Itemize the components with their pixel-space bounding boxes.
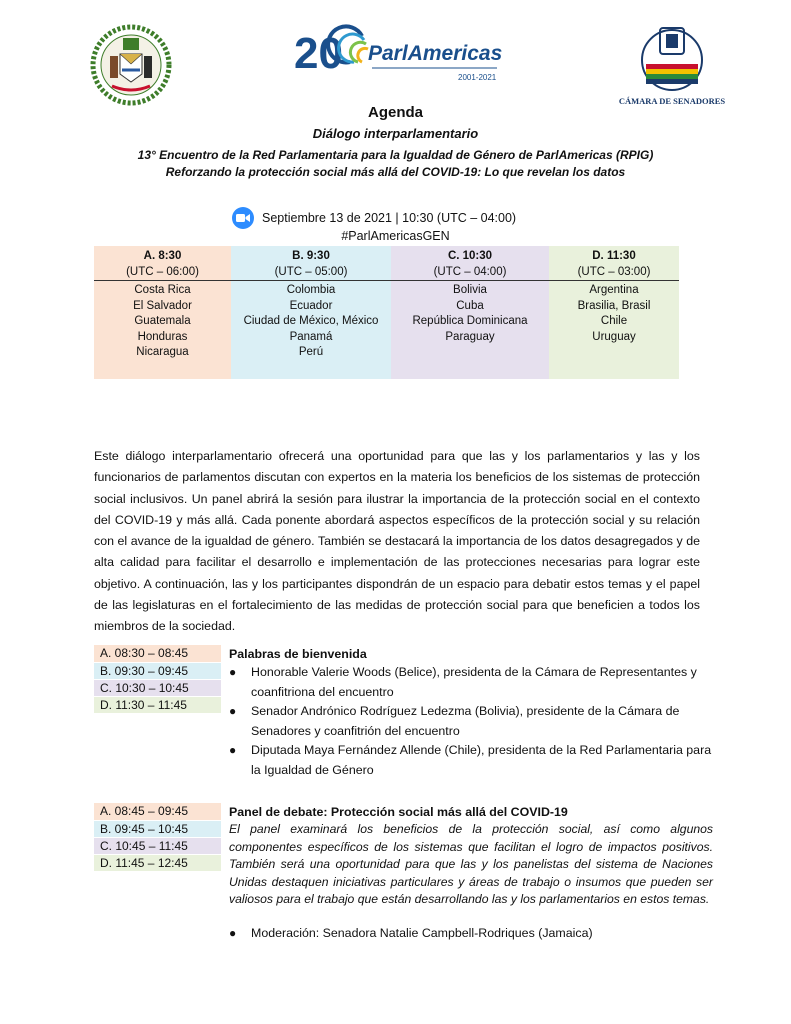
- speaker-text: Senador Andrónico Rodríguez Ledezma (Bolivia), presidente de la Cámara de Senadores y coanfitrión del encuentro: [251, 704, 680, 738]
- session-2-description: El panel examinará los beneficios de la protección social, así como algunos componentes específicos de los sistemas que facilitan el logro de impactos positivos. También será una oportunidad para que las y los panelistas del sistema de Naciones Unidas destaquen iniciativas particulares y áreas de trabajo o insumos que pueden ser valiosos para el trabajo que están desarrollando las y los parlamentarios en estos temas.: [229, 822, 713, 907]
- moderator-text: Moderación: Senadora Natalie Campbell-Rodriques (Jamaica): [251, 925, 593, 940]
- country-name: Cuba: [456, 299, 484, 312]
- session-1-title: Palabras de bienvenida: [229, 647, 367, 661]
- timezone-utc: (UTC – 03:00): [577, 265, 651, 278]
- list-item: [229, 702, 713, 741]
- meeting-name: 13° Encuentro de la Red Parlamentaria para la Igualdad de Género de ParlAmericas (RPIG): [137, 148, 654, 162]
- list-item: [229, 924, 713, 944]
- session-2-schedule: [94, 803, 221, 871]
- country-name: Chile: [600, 315, 628, 327]
- timezone-header: [391, 246, 549, 281]
- country-name: Uruguay: [592, 330, 636, 343]
- timezone-label: A. 8:30: [143, 250, 182, 262]
- camara-de-senadores-logo: [612, 20, 732, 112]
- country-name: República Dominicana: [412, 315, 528, 327]
- event-date: Septiembre 13 de 2021 | 10:30 (UTC – 04:00): [262, 211, 517, 225]
- country-name: Argentina: [589, 284, 639, 296]
- country-name: Guatemala: [134, 315, 191, 327]
- intro-paragraph: Este diálogo interparlamentario ofrecerá una oportunidad para que las y los parlamentarios y las y los funcionarios de parlamentos discutan con expertos en la materia los beneficios de los sistemas de protección social inclusivos. Un panel abrirá la sesión para ilustrar la importancia de la protección social en el contexto del COVID-19 y más allá. Cada ponente abordará aspectos específicos de la protección social y su relación con el avance de la igualdad de género. También se destacará la importancia de los datos desagregados y de alta calidad para facilitar el desarrollo e implementación de las protecciones necesarias para lograr este objetivo. A continuación, las y los participantes dispondrán de un espacio para debatir estos temas y el papel de las legislaturas en el fortalecimiento de las medidas de protección social para que beneficien a todos los miembros de la sociedad.: [94, 449, 700, 634]
- country-name: Colombia: [286, 284, 336, 296]
- country-name: Ciudad de México, México: [243, 315, 379, 327]
- logo-years: 2001-2021: [458, 73, 497, 82]
- timezone-utc: (UTC – 05:00): [274, 265, 348, 278]
- time-slot-c: C. 10:45 – 11:45: [94, 837, 221, 854]
- belize-coat-of-arms-logo: [90, 24, 172, 106]
- bullet-icon: ●: [229, 665, 237, 679]
- timezone-utc: (UTC – 04:00): [433, 265, 507, 278]
- timezone-countries: [231, 281, 391, 361]
- timezone-countries: [549, 281, 679, 345]
- timezone-table: [94, 246, 679, 379]
- timezone-label: D. 11:30: [592, 250, 636, 262]
- bullet-icon: ●: [229, 925, 237, 940]
- logo-name: ParlAmericas: [368, 42, 502, 65]
- page-title: Agenda: [367, 104, 423, 121]
- timezone-label: B. 9:30: [292, 250, 330, 262]
- meeting-theme: Reforzando la protección social más allá del COVID-19: Lo que revelan los datos: [165, 165, 626, 179]
- session-2-title: Panel de debate: Protección social más allá del COVID-19: [229, 805, 568, 819]
- country-name: Ecuador: [289, 299, 333, 312]
- country-name: Brasilia, Brasil: [577, 299, 651, 312]
- session-2-moderation: [229, 924, 713, 944]
- country-name: Bolivia: [453, 284, 487, 296]
- country-name: El Salvador: [133, 299, 192, 312]
- session-1-schedule: [94, 645, 221, 713]
- time-slot-d: D. 11:45 – 12:45: [94, 854, 221, 871]
- page-subtitle: Diálogo interparlamentario: [312, 126, 479, 141]
- timezone-header: [549, 246, 679, 281]
- timezone-column: [549, 246, 679, 379]
- time-slot-a: A. 08:45 – 09:45: [94, 803, 221, 820]
- logo-number: 20: [294, 29, 343, 78]
- agenda-titles: [0, 104, 791, 181]
- time-slot-d: D. 11:30 – 11:45: [94, 696, 221, 713]
- video-camera-icon: [232, 207, 254, 229]
- session-1-speakers: [229, 663, 713, 780]
- list-item: [229, 663, 713, 702]
- timezone-countries: [94, 281, 231, 361]
- speaker-text: Honorable Valerie Woods (Belice), presidenta de la Cámara de Representantes y coanfitriona del encuentro: [251, 665, 697, 699]
- country-name: Honduras: [137, 330, 188, 343]
- timezone-header: [231, 246, 391, 281]
- list-item: [229, 741, 713, 780]
- timezone-header: [94, 246, 231, 281]
- timezone-label: C. 10:30: [447, 250, 493, 262]
- timezone-countries: [391, 281, 549, 345]
- country-name: Paraguay: [445, 330, 495, 343]
- time-slot-a: A. 08:30 – 08:45: [94, 645, 221, 662]
- timezone-column: [231, 246, 391, 379]
- country-name: Panamá: [289, 330, 333, 343]
- timezone-column: [391, 246, 549, 379]
- time-slot-c: C. 10:30 – 10:45: [94, 679, 221, 696]
- time-slot-b: B. 09:45 – 10:45: [94, 820, 221, 837]
- session-2-block: [229, 803, 713, 943]
- event-dateline: [232, 207, 516, 229]
- logo-right-caption: CÁMARA DE SENADORES: [618, 96, 726, 106]
- event-hashtag: #ParlAmericasGEN: [341, 229, 450, 243]
- timezone-column: [94, 246, 231, 379]
- session-1-block: [229, 645, 713, 780]
- bullet-icon: ●: [229, 743, 237, 757]
- timezone-utc: (UTC – 06:00): [126, 265, 199, 278]
- country-name: Nicaragua: [136, 346, 189, 358]
- speaker-text: Diputada Maya Fernández Allende (Chile), presidenta de la Red Parlamentaria para la Igualdad de Género: [251, 743, 712, 777]
- bullet-icon: ●: [229, 704, 237, 718]
- country-name: Perú: [298, 346, 324, 358]
- time-slot-b: B. 09:30 – 09:45: [94, 662, 221, 679]
- parlamericas-20-logo: [292, 22, 502, 86]
- country-name: Costa Rica: [134, 284, 191, 296]
